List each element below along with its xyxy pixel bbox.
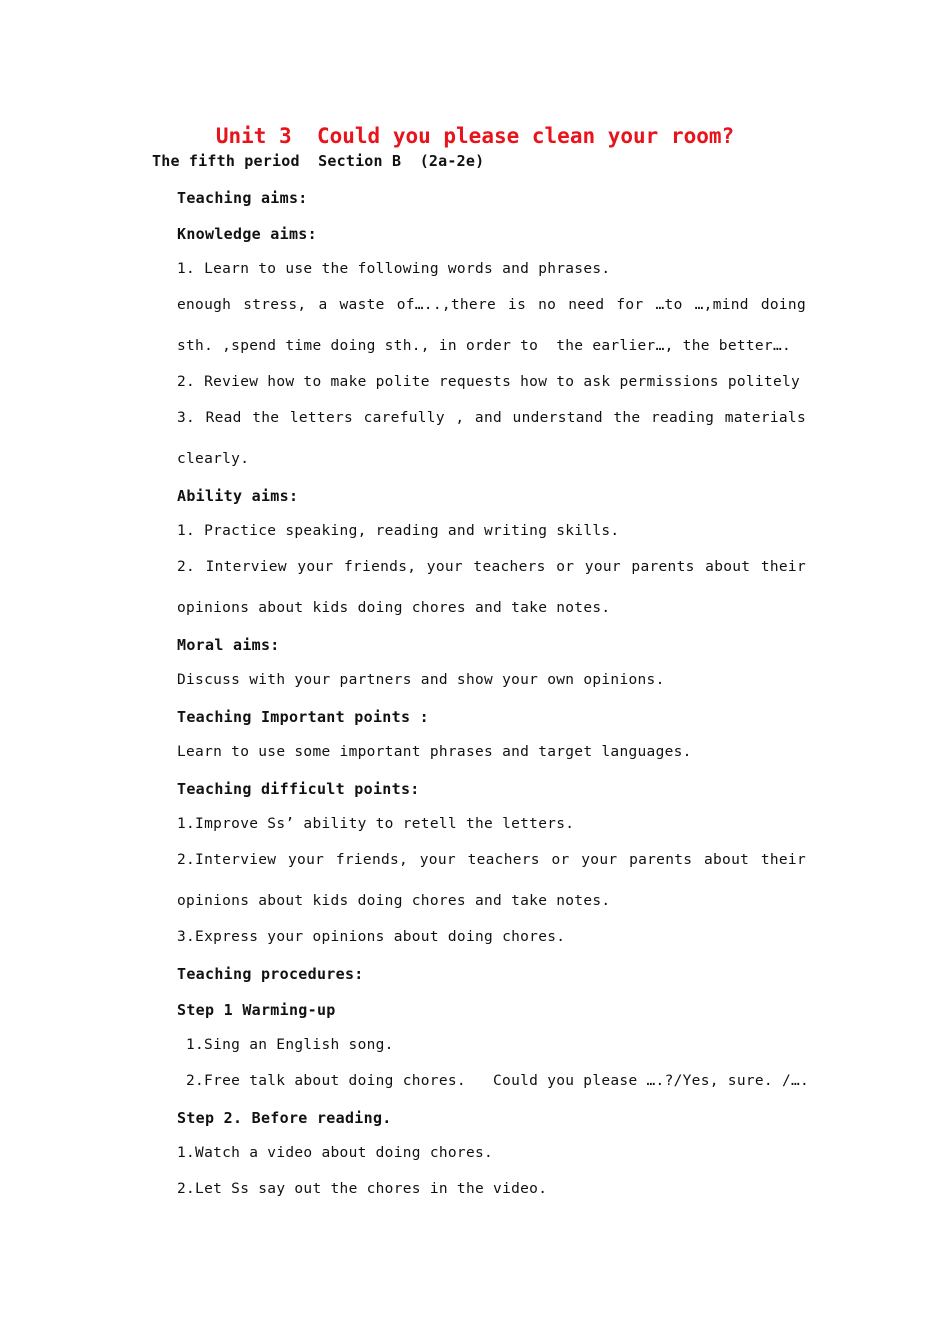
step-2-heading: Step 2. Before reading. bbox=[177, 1109, 392, 1127]
difficult-item-2-cont: opinions about kids doing chores and take notes. bbox=[177, 893, 611, 909]
knowledge-item-1: 1. Learn to use the following words and phrases. bbox=[177, 261, 611, 277]
step-2-item-1: 1.Watch a video about doing chores. bbox=[177, 1145, 494, 1161]
step-2-item-2: 2.Let Ss say out the chores in the video. bbox=[177, 1181, 548, 1197]
moral-item-1: Discuss with your partners and show your own opinions. bbox=[177, 672, 665, 688]
ability-item-2-cont: opinions about kids doing chores and take notes. bbox=[177, 600, 611, 616]
difficult-item-2: 2.Interview your friends, your teachers or your parents about their bbox=[177, 852, 806, 868]
ability-aims-heading: Ability aims: bbox=[177, 487, 299, 505]
knowledge-item-1-words: enough stress, a waste of…..,there is no need for …to …,mind doing bbox=[177, 297, 806, 313]
knowledge-item-2: 2. Review how to make polite requests how to ask permissions politely bbox=[177, 374, 801, 390]
ability-item-2: 2. Interview your friends, your teachers or your parents about their bbox=[177, 559, 806, 575]
procedures-heading: Teaching procedures: bbox=[177, 965, 364, 983]
difficult-item-3: 3.Express your opinions about doing chores. bbox=[177, 929, 566, 945]
step-1-item-2: 2.Free talk about doing chores. Could you please ….?/Yes, sure. /…. bbox=[186, 1073, 810, 1089]
step-1-item-1: 1.Sing an English song. bbox=[186, 1037, 394, 1053]
important-points-heading: Teaching Important points : bbox=[177, 708, 429, 726]
knowledge-item-3-cont: clearly. bbox=[177, 451, 250, 467]
teaching-aims-heading: Teaching aims: bbox=[177, 189, 308, 207]
ability-item-1: 1. Practice speaking, reading and writing skills. bbox=[177, 523, 620, 539]
step-1-heading: Step 1 Warming-up bbox=[177, 1001, 336, 1019]
knowledge-item-3: 3. Read the letters carefully , and understand the reading materials bbox=[177, 410, 806, 426]
important-points-item: Learn to use some important phrases and target languages. bbox=[177, 744, 692, 760]
difficult-points-heading: Teaching difficult points: bbox=[177, 780, 420, 798]
moral-aims-heading: Moral aims: bbox=[177, 636, 280, 654]
period-subtitle: The fifth period Section B (2a-2e) bbox=[152, 152, 485, 170]
knowledge-item-1-words-cont: sth. ,spend time doing sth., in order to the earlier…, the better…. bbox=[177, 338, 792, 354]
difficult-item-1: 1.Improve Ss’ ability to retell the letters. bbox=[177, 816, 575, 832]
document-title: Unit 3 Could you please clean your room? bbox=[215, 124, 735, 148]
knowledge-aims-heading: Knowledge aims: bbox=[177, 225, 317, 243]
